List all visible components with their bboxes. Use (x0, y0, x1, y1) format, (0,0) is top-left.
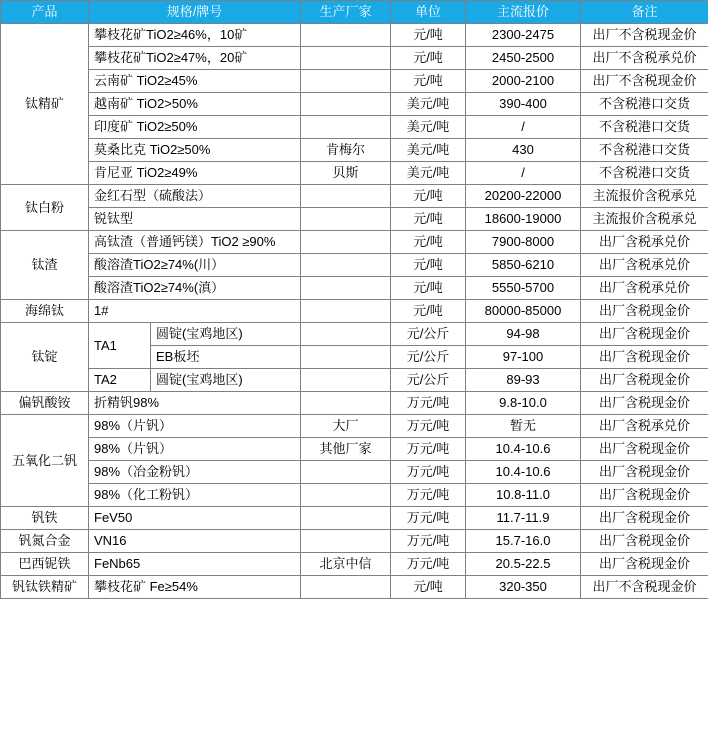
table-body (1, 24, 708, 599)
manufacturer-cell (301, 369, 391, 392)
note-cell: 出厂含税承兑价 (581, 415, 708, 438)
note-cell: 出厂不含税现金价 (581, 70, 708, 93)
product-category: 偏钒酸铵 (1, 392, 89, 415)
manufacturer-cell: 贝斯 (301, 162, 391, 185)
unit-cell: 元/公斤 (391, 346, 466, 369)
table-row (1, 461, 708, 484)
spec-cell: FeNb65 (89, 553, 301, 576)
price-cell: 320-350 (466, 576, 581, 599)
unit-cell: 元/公斤 (391, 323, 466, 346)
note-cell: 出厂含税现金价 (581, 300, 708, 323)
product-category: 海绵钛 (1, 300, 89, 323)
header-product: 产品 (1, 1, 89, 24)
price-cell: 20.5-22.5 (466, 553, 581, 576)
spec-cell: 98%（化工粉钒） (89, 484, 301, 507)
manufacturer-cell (301, 576, 391, 599)
spec-cell: 金红石型（硫酸法） (89, 185, 301, 208)
unit-cell: 万元/吨 (391, 438, 466, 461)
note-cell: 出厂含税现金价 (581, 438, 708, 461)
price-cell: 9.8-10.0 (466, 392, 581, 415)
table-row (1, 300, 708, 323)
spec-cell: 98%（片钒） (89, 415, 301, 438)
grade-cell: TA1 (89, 323, 151, 369)
manufacturer-cell (301, 461, 391, 484)
spec-cell: 云南矿 TiO2≥45% (89, 70, 301, 93)
header-unit: 单位 (391, 1, 466, 24)
note-cell: 出厂含税承兑价 (581, 277, 708, 300)
manufacturer-cell (301, 231, 391, 254)
note-cell: 出厂含税现金价 (581, 346, 708, 369)
note-cell: 不含税港口交货 (581, 116, 708, 139)
unit-cell: 元/吨 (391, 300, 466, 323)
spec-cell: 肯尼亚 TiO2≥49% (89, 162, 301, 185)
spec-cell: 98%（片钒） (89, 438, 301, 461)
manufacturer-cell (301, 208, 391, 231)
unit-cell: 美元/吨 (391, 139, 466, 162)
unit-cell: 万元/吨 (391, 530, 466, 553)
table-row (1, 576, 708, 599)
unit-cell: 万元/吨 (391, 415, 466, 438)
table-header (1, 1, 708, 24)
spec-cell: 1# (89, 300, 301, 323)
table-row (1, 185, 708, 208)
manufacturer-cell: 其他厂家 (301, 438, 391, 461)
product-category: 钛白粉 (1, 185, 89, 231)
spec-cell: 越南矿 TiO2>50% (89, 93, 301, 116)
product-category: 五氧化二钒 (1, 415, 89, 507)
spec-cell: 98%（冶金粉钒） (89, 461, 301, 484)
price-cell: 89-93 (466, 369, 581, 392)
unit-cell: 元/吨 (391, 185, 466, 208)
manufacturer-cell (301, 277, 391, 300)
spec-cell: 印度矿 TiO2≥50% (89, 116, 301, 139)
price-cell: 2000-2100 (466, 70, 581, 93)
price-cell: 430 (466, 139, 581, 162)
note-cell: 出厂不含税现金价 (581, 576, 708, 599)
product-category: 钒铁 (1, 507, 89, 530)
price-cell: 2300-2475 (466, 24, 581, 47)
price-cell: 5550-5700 (466, 277, 581, 300)
manufacturer-cell (301, 300, 391, 323)
grade-cell: TA2 (89, 369, 151, 392)
note-cell: 出厂含税现金价 (581, 530, 708, 553)
spec-cell: EB板坯 (151, 346, 301, 369)
spec-cell: 圆锭(宝鸡地区) (151, 323, 301, 346)
header-spec: 规格/牌号 (89, 1, 301, 24)
manufacturer-cell (301, 93, 391, 116)
spec-cell: 酸溶渣TiO2≥74%(滇） (89, 277, 301, 300)
table-row (1, 70, 708, 93)
table-row (1, 392, 708, 415)
price-cell: 18600-19000 (466, 208, 581, 231)
table-row (1, 208, 708, 231)
manufacturer-cell (301, 392, 391, 415)
product-category: 钛渣 (1, 231, 89, 300)
table-row (1, 438, 708, 461)
price-cell: 390-400 (466, 93, 581, 116)
note-cell: 出厂含税承兑价 (581, 231, 708, 254)
table-row (1, 369, 708, 392)
unit-cell: 元/吨 (391, 576, 466, 599)
price-cell: 7900-8000 (466, 231, 581, 254)
spec-cell: 攀枝花矿TiO2≥47%，20矿 (89, 47, 301, 70)
price-cell: 2450-2500 (466, 47, 581, 70)
note-cell: 主流报价含税承兑 (581, 208, 708, 231)
spec-cell: 莫桑比克 TiO2≥50% (89, 139, 301, 162)
price-cell: 97-100 (466, 346, 581, 369)
manufacturer-cell (301, 254, 391, 277)
table-row (1, 415, 708, 438)
note-cell: 出厂含税现金价 (581, 507, 708, 530)
manufacturer-cell (301, 530, 391, 553)
product-category: 钒钛铁精矿 (1, 576, 89, 599)
header-manufacturer: 生产厂家 (301, 1, 391, 24)
price-cell: 11.7-11.9 (466, 507, 581, 530)
unit-cell: 元/吨 (391, 277, 466, 300)
spec-cell: 圆锭(宝鸡地区) (151, 369, 301, 392)
unit-cell: 万元/吨 (391, 507, 466, 530)
manufacturer-cell (301, 116, 391, 139)
note-cell: 出厂含税现金价 (581, 392, 708, 415)
table-row (1, 553, 708, 576)
table-row (1, 93, 708, 116)
price-cell: / (466, 162, 581, 185)
unit-cell: 万元/吨 (391, 553, 466, 576)
price-cell: 94-98 (466, 323, 581, 346)
table-row (1, 254, 708, 277)
spec-cell: 攀枝花矿TiO2≥46%，10矿 (89, 24, 301, 47)
header-note: 备注 (581, 1, 708, 24)
unit-cell: 万元/吨 (391, 484, 466, 507)
note-cell: 出厂不含税现金价 (581, 24, 708, 47)
unit-cell: 美元/吨 (391, 162, 466, 185)
table-row (1, 24, 708, 47)
spec-cell: VN16 (89, 530, 301, 553)
manufacturer-cell (301, 185, 391, 208)
manufacturer-cell: 肯梅尔 (301, 139, 391, 162)
price-cell: 10.8-11.0 (466, 484, 581, 507)
manufacturer-cell (301, 484, 391, 507)
unit-cell: 元/吨 (391, 208, 466, 231)
table-row (1, 507, 708, 530)
note-cell: 出厂不含税承兑价 (581, 47, 708, 70)
unit-cell: 万元/吨 (391, 461, 466, 484)
price-cell: 80000-85000 (466, 300, 581, 323)
price-cell: 暂无 (466, 415, 581, 438)
table-row (1, 116, 708, 139)
table-row (1, 139, 708, 162)
manufacturer-cell (301, 47, 391, 70)
spec-cell: 攀枝花矿 Fe≥54% (89, 576, 301, 599)
header-price: 主流报价 (466, 1, 581, 24)
note-cell: 出厂含税现金价 (581, 323, 708, 346)
price-cell: 15.7-16.0 (466, 530, 581, 553)
spec-cell: 高钛渣（普通钙镁）TiO2 ≥90% (89, 231, 301, 254)
unit-cell: 元/吨 (391, 231, 466, 254)
table-row (1, 162, 708, 185)
unit-cell: 元/吨 (391, 47, 466, 70)
note-cell: 不含税港口交货 (581, 93, 708, 116)
note-cell: 出厂含税现金价 (581, 461, 708, 484)
note-cell: 不含税港口交货 (581, 139, 708, 162)
manufacturer-cell: 北京中信 (301, 553, 391, 576)
unit-cell: 元/公斤 (391, 369, 466, 392)
note-cell: 出厂含税承兑价 (581, 254, 708, 277)
note-cell: 出厂含税现金价 (581, 553, 708, 576)
note-cell: 出厂含税现金价 (581, 484, 708, 507)
unit-cell: 万元/吨 (391, 392, 466, 415)
manufacturer-cell: 大厂 (301, 415, 391, 438)
manufacturer-cell (301, 70, 391, 93)
unit-cell: 美元/吨 (391, 116, 466, 139)
price-cell: / (466, 116, 581, 139)
table-row (1, 323, 708, 346)
table-row (1, 530, 708, 553)
price-cell: 10.4-10.6 (466, 438, 581, 461)
manufacturer-cell (301, 346, 391, 369)
unit-cell: 元/吨 (391, 24, 466, 47)
product-category: 巴西铌铁 (1, 553, 89, 576)
note-cell: 主流报价含税承兑 (581, 185, 708, 208)
table-row (1, 47, 708, 70)
unit-cell: 美元/吨 (391, 93, 466, 116)
table-row (1, 484, 708, 507)
spec-cell: 锐钛型 (89, 208, 301, 231)
header-row (1, 1, 708, 24)
note-cell: 出厂含税现金价 (581, 369, 708, 392)
price-cell: 5850-6210 (466, 254, 581, 277)
unit-cell: 元/吨 (391, 254, 466, 277)
spec-cell: FeV50 (89, 507, 301, 530)
spec-cell: 酸溶渣TiO2≥74%(川） (89, 254, 301, 277)
manufacturer-cell (301, 24, 391, 47)
note-cell: 不含税港口交货 (581, 162, 708, 185)
spec-cell: 折精钒98% (89, 392, 301, 415)
manufacturer-cell (301, 507, 391, 530)
table-row (1, 277, 708, 300)
manufacturer-cell (301, 323, 391, 346)
price-cell: 20200-22000 (466, 185, 581, 208)
product-category: 钒氮合金 (1, 530, 89, 553)
unit-cell: 元/吨 (391, 70, 466, 93)
price-cell: 10.4-10.6 (466, 461, 581, 484)
product-category: 钛精矿 (1, 24, 89, 185)
product-category: 钛锭 (1, 323, 89, 392)
table-row (1, 231, 708, 254)
